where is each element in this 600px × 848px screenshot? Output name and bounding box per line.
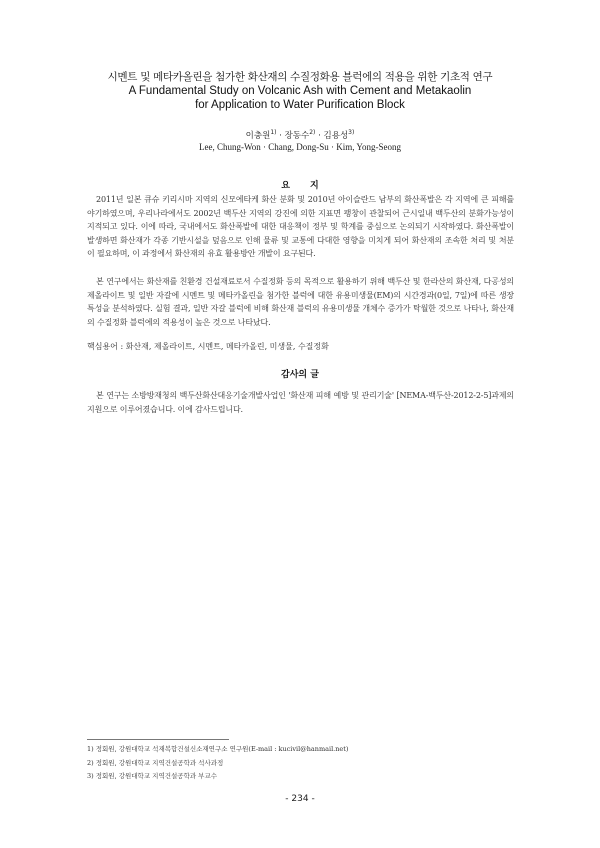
abstract-paragraph-1: 2011년 일본 큐슈 키리시마 지역의 신모에타케 화산 분화 및 2010년 아이슬란드 남부의 화산폭발은 각 지역에 큰 피해를 야기하였으며, 우리나라에서도 2002년 백두산 지역의 강진에 의한 지표면 팽창이 관찰되어 근시일내 백두산의 분화가능성이 지적되고 있다. 이에 따라, 국내에서도 화산폭발에 대한 대응책이 정부 및 학계를 중심으로 논의되기 시작하였다. 화산폭발이 발생하면 화산재가 각종 기반시설을 덮음으로 인해 물류 및 교통에 다대한 영향을 미치게 되어 화산재의 조속한 처리 및 처분이 필요하며, 이 과정에서 화산재의 유효 활용방안 개발이 요구된다. xyxy=(87,195,514,259)
keywords: 핵심용어 : 화산재, 제올라이트, 시멘트, 메타카올린, 미생물, 수질정화 xyxy=(87,342,329,351)
abstract-paragraph-2: 본 연구에서는 화산재를 친환경 건설재료로서 수질정화 등의 목적으로 활용하기 위해 백두산 및 한라산의 화산재, 다공성의 제올라이트 및 일반 자갈에 시멘트 및 메타카올린을 첨가한 블럭에 대한 유용미생물(EM)의 시간경과(0일, 7일)에 따른 생장 특성을 분석하였다. 실험 결과, 일반 자갈 블럭에 비해 화산재 블럭의 유용미생물 개체수 증가가 탁월한 것으로 나타나, 화산재의 수질정화 블럭에의 적용성이 높은 것으로 나타났다. xyxy=(87,277,514,327)
acknowledgement-text: 본 연구는 소방방재청의 백두산화산대응기술개발사업인 '화산재 피해 예방 및 관리기술' [NEMA-백두산-2012-2-5]과제의 지원으로 이루어졌습니다. 이에 감사드립니다. xyxy=(87,391,514,414)
author-name: 이충원 xyxy=(245,131,271,141)
author-name: 장동수 xyxy=(284,131,310,141)
author-name: 김용성 xyxy=(323,131,349,141)
author-list-korean xyxy=(0,129,600,141)
footnotes xyxy=(87,743,514,784)
author-footnote-mark: 3) xyxy=(348,129,355,137)
author-separator: · xyxy=(276,131,285,141)
page-number: - 234 - xyxy=(285,794,315,804)
footnote-divider xyxy=(87,739,229,740)
author-footnote-mark: 2) xyxy=(309,129,316,137)
paper-title-english-line-1: A Fundamental Study on Volcanic Ash with Cement and Metakaolin xyxy=(128,85,472,97)
paper-title-english xyxy=(0,84,600,112)
acknowledgement-heading: 감사의 글 xyxy=(281,370,319,380)
author-separator: · xyxy=(315,131,324,141)
paper-title-korean: 시멘트 및 메타카올린을 첨가한 화산재의 수질정화용 블럭에의 적용을 위한 기초적 연구 xyxy=(107,71,493,83)
author-footnote-mark: 1) xyxy=(270,129,277,137)
abstract-heading: 요지 xyxy=(281,181,339,191)
author-list-english: Lee, Chung-Won · Chang, Dong-Su · Kim, Yong-Seong xyxy=(198,142,402,152)
footnote-item: 2) 정회원, 강원대학교 지역건설공학과 석사과정 xyxy=(87,758,224,767)
footnote-item: 3) 정회원, 강원대학교 지역건설공학과 부교수 xyxy=(87,772,218,780)
paper-title-english-line-2: for Application to Water Purification Block xyxy=(195,99,405,111)
footnote-item: 1) 정회원, 강원대학교 석재복합건설신소재연구소 연구원(E-mail : kucivil@hanmail.net) xyxy=(87,745,349,753)
